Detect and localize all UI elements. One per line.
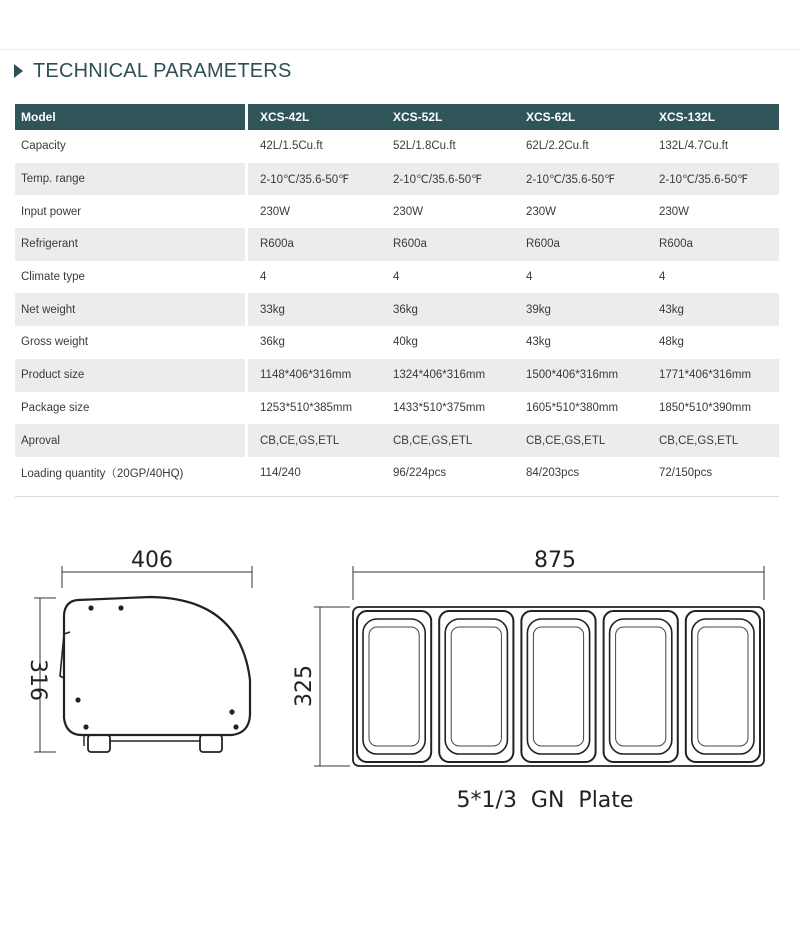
gn-pans [357,611,760,762]
gn-pan-outer [604,611,678,762]
row-value: 114/240 [260,467,301,480]
row-value: CB,CE,GS,ETL [260,434,340,447]
header-cell-xcs-132l: XCS-132L [659,110,716,124]
row-value: CB,CE,GS,ETL [393,434,473,447]
row-label: Refrigerant [15,228,248,261]
row-value: 4 [659,271,666,284]
row-value: 43kg [526,336,551,349]
gn-pan-inner [692,619,754,754]
row-value: CB,CE,GS,ETL [659,434,739,447]
row-value: 62L/2.2Cu.ft [526,140,589,153]
header-cell-xcs-42l: XCS-42L [260,110,310,124]
screw-dot [75,697,80,702]
row-value: R600a [526,238,560,251]
row-value: 1850*510*390mm [659,401,752,414]
side-height-label: 316 [25,659,50,701]
table-row [15,195,779,228]
row-value: 1148*406*316mm [260,369,352,382]
table-row [15,130,779,163]
row-value: 96/224pcs [393,467,447,480]
row-value: R600a [659,238,693,251]
gn-pan-outer [439,611,513,762]
top-view-drawing [280,540,790,820]
top-height-label: 325 [292,665,317,707]
row-value: 2-10℃/35.6-50℉ [393,174,483,187]
row-value: 48kg [659,336,684,349]
foot-left [88,735,110,752]
side-width-label: 406 [131,548,173,573]
screw-dot [88,605,93,610]
row-label: Package size [21,401,90,414]
table-row [15,457,779,490]
gn-pan-well [616,627,666,746]
gn-pan-outer [686,611,760,762]
top-frame-outline [353,607,764,766]
row-value: 2-10℃/35.6-50℉ [526,174,616,187]
gn-pan-well [369,627,419,746]
row-label: Aproval [15,424,248,457]
screw-dot [229,709,234,714]
table-row [15,293,779,326]
side-view-drawing [0,540,280,770]
row-value: 1500*406*316mm [526,369,619,382]
row-value: 52L/1.8Cu.ft [393,140,456,153]
row-value: 2-10℃/35.6-50℉ [659,174,749,187]
row-value: 1253*510*385mm [260,401,353,414]
screw-dot [118,605,123,610]
row-label: Product size [15,359,248,392]
gn-pan-well [533,627,583,746]
cabinet-side-outline [64,597,250,735]
row-value: 1771*406*316mm [659,369,752,382]
row-value: 72/150pcs [659,467,713,480]
top-width-label: 875 [534,548,576,573]
row-label: Input power [21,205,82,218]
row-value: CB,CE,GS,ETL [526,434,606,447]
table-row [15,392,779,425]
table-body [15,130,779,490]
row-value: 230W [393,205,424,218]
row-value: 4 [260,271,267,284]
row-value: 39kg [526,303,551,316]
row-value: 36kg [393,303,418,316]
gn-pan-inner [610,619,672,754]
row-value: 132L/4.7Cu.ft [659,140,729,153]
row-value: 2-10℃/35.6-50℉ [260,174,350,187]
spec-table [15,104,779,490]
gn-pan-well [698,627,748,746]
row-value: 4 [393,271,400,284]
table-row [15,261,779,294]
header-cell-xcs-52l: XCS-52L [393,110,443,124]
table-row [15,228,779,261]
row-value: 1324*406*316mm [393,369,486,382]
gn-pan-inner [527,619,589,754]
row-label: Temp. range [15,163,248,196]
row-label: Gross weight [21,336,89,349]
row-value: 84/203pcs [526,467,580,480]
row-value: R600a [260,238,294,251]
row-label: Climate type [21,271,85,284]
row-value: 230W [260,205,291,218]
gn-pan-inner [363,619,425,754]
row-value: 230W [526,205,557,218]
row-value: 1605*510*380mm [526,401,619,414]
table-row [15,326,779,359]
screw-dot [233,724,238,729]
row-value: 33kg [260,303,285,316]
table-header-row [15,104,779,130]
row-value: 42L/1.5Cu.ft [260,140,323,153]
gn-pan-outer [521,611,595,762]
row-value: 4 [526,271,533,284]
triangle-bullet-icon [14,64,23,78]
table-row [15,163,779,196]
gn-pan-outer [357,611,431,762]
row-label: Capacity [21,140,66,153]
foot-right [200,735,222,752]
top-divider [0,49,800,50]
gn-pan-inner [445,619,507,754]
row-value: 43kg [659,303,684,316]
row-value: R600a [393,238,427,251]
row-value: 1433*510*375mm [393,401,486,414]
row-value: 40kg [393,336,418,349]
section-title [14,58,291,84]
row-value: 230W [659,205,690,218]
table-row [15,424,779,457]
table-row [15,359,779,392]
top-drawing-caption: 5*1/3 GN Plate [456,788,634,813]
table-bottom-rule [15,496,779,497]
row-label: Loading quantity（20GP/40HQ) [21,468,184,481]
row-value: 36kg [260,336,285,349]
row-label: Net weight [15,293,248,326]
screw-dot [83,724,88,729]
header-cell-xcs-62l: XCS-62L [526,110,576,124]
section-title-text: TECHNICAL PARAMETERS [33,59,292,82]
gn-pan-well [451,627,501,746]
header-cell-model: Model [15,104,248,130]
